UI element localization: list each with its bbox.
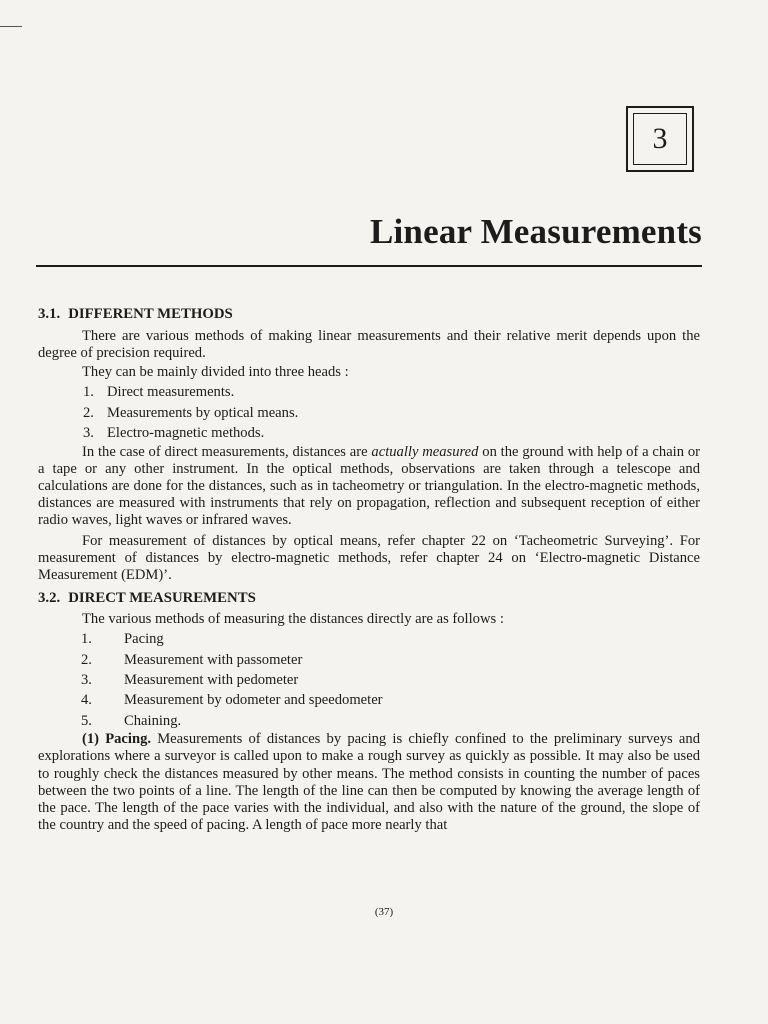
chapter-number: 3 xyxy=(633,113,687,165)
list-item: 1. Pacing xyxy=(81,631,164,648)
paragraph: (1) Pacing. Measurements of distances by pacing is chiefly confined to the preliminary surveys and explorations where a surveyor is called upon to make a rough survey as quickly as possible. It may also be used to roughly check the distances measured by other means. The method consists in counting the number of paces between the two points of a line. The length of the line can then be computed by knowing the average length of the pace. The length of the pace varies with the individual, and also with the nature of the ground, the slope of the country and the speed of pacing. A length of pace more nearly that xyxy=(38,731,700,834)
paragraph: For measurement of distances by optical means, refer chapter 22 on ‘Tacheometric Surveying’. For measurement of distances by electro-magnetic methods, refer chapter 24 on ‘Electro-magnetic Distance Measurement (EDM)’. xyxy=(38,532,700,584)
chapter-number-box xyxy=(626,106,694,172)
section-title: DIFFERENT METHODS xyxy=(68,306,233,322)
list-item: 4. Measurement by odometer and speedometer xyxy=(81,692,383,709)
paragraph: In the case of direct measurements, distances are actually measured on the ground with help of a chain or a tape or any other instrument. In the optical methods, observations are taken through a telescope and calculations are done for the distances, such as in tacheometry or triangulation. In the electro-magnetic methods, distances are measured with instruments that rely on propagation, reflection and subsequent reception of either radio waves, light waves or infrared waves. xyxy=(38,443,700,529)
list-item: 3. Measurement with pedometer xyxy=(81,672,299,689)
section-number: 3.1. xyxy=(38,306,61,322)
section-heading-3-2 xyxy=(38,587,700,609)
paragraph: They can be mainly divided into three heads : xyxy=(82,364,349,381)
scan-margin-mark xyxy=(0,26,22,27)
pacing-label: (1) Pacing. xyxy=(82,731,152,748)
section-title: DIRECT MEASUREMENTS xyxy=(68,590,256,607)
paragraph: There are various methods of making linear measurements and their relative merit depends upon the degree of precision required. xyxy=(38,328,700,362)
section-number: 3.2. xyxy=(38,590,61,607)
emphasis: actually measured xyxy=(371,443,479,460)
list-item: 2. Measurements by optical means. xyxy=(83,404,299,421)
chapter-title: Linear Measurements xyxy=(369,212,702,251)
list-item: 1. Direct measurements. xyxy=(83,384,235,401)
list-item: 2. Measurement with passometer xyxy=(81,651,303,668)
title-rule xyxy=(36,265,702,267)
paragraph: The various methods of measuring the distances directly are as follows : xyxy=(82,611,504,628)
section-heading-3-1 xyxy=(38,303,700,325)
page-body xyxy=(38,303,700,835)
list-item: 5. Chaining. xyxy=(81,712,182,729)
methods-list xyxy=(38,382,700,443)
direct-methods-list xyxy=(38,629,700,731)
list-item: 3. Electro-magnetic methods. xyxy=(83,425,265,442)
page-number: (37) xyxy=(374,906,394,918)
